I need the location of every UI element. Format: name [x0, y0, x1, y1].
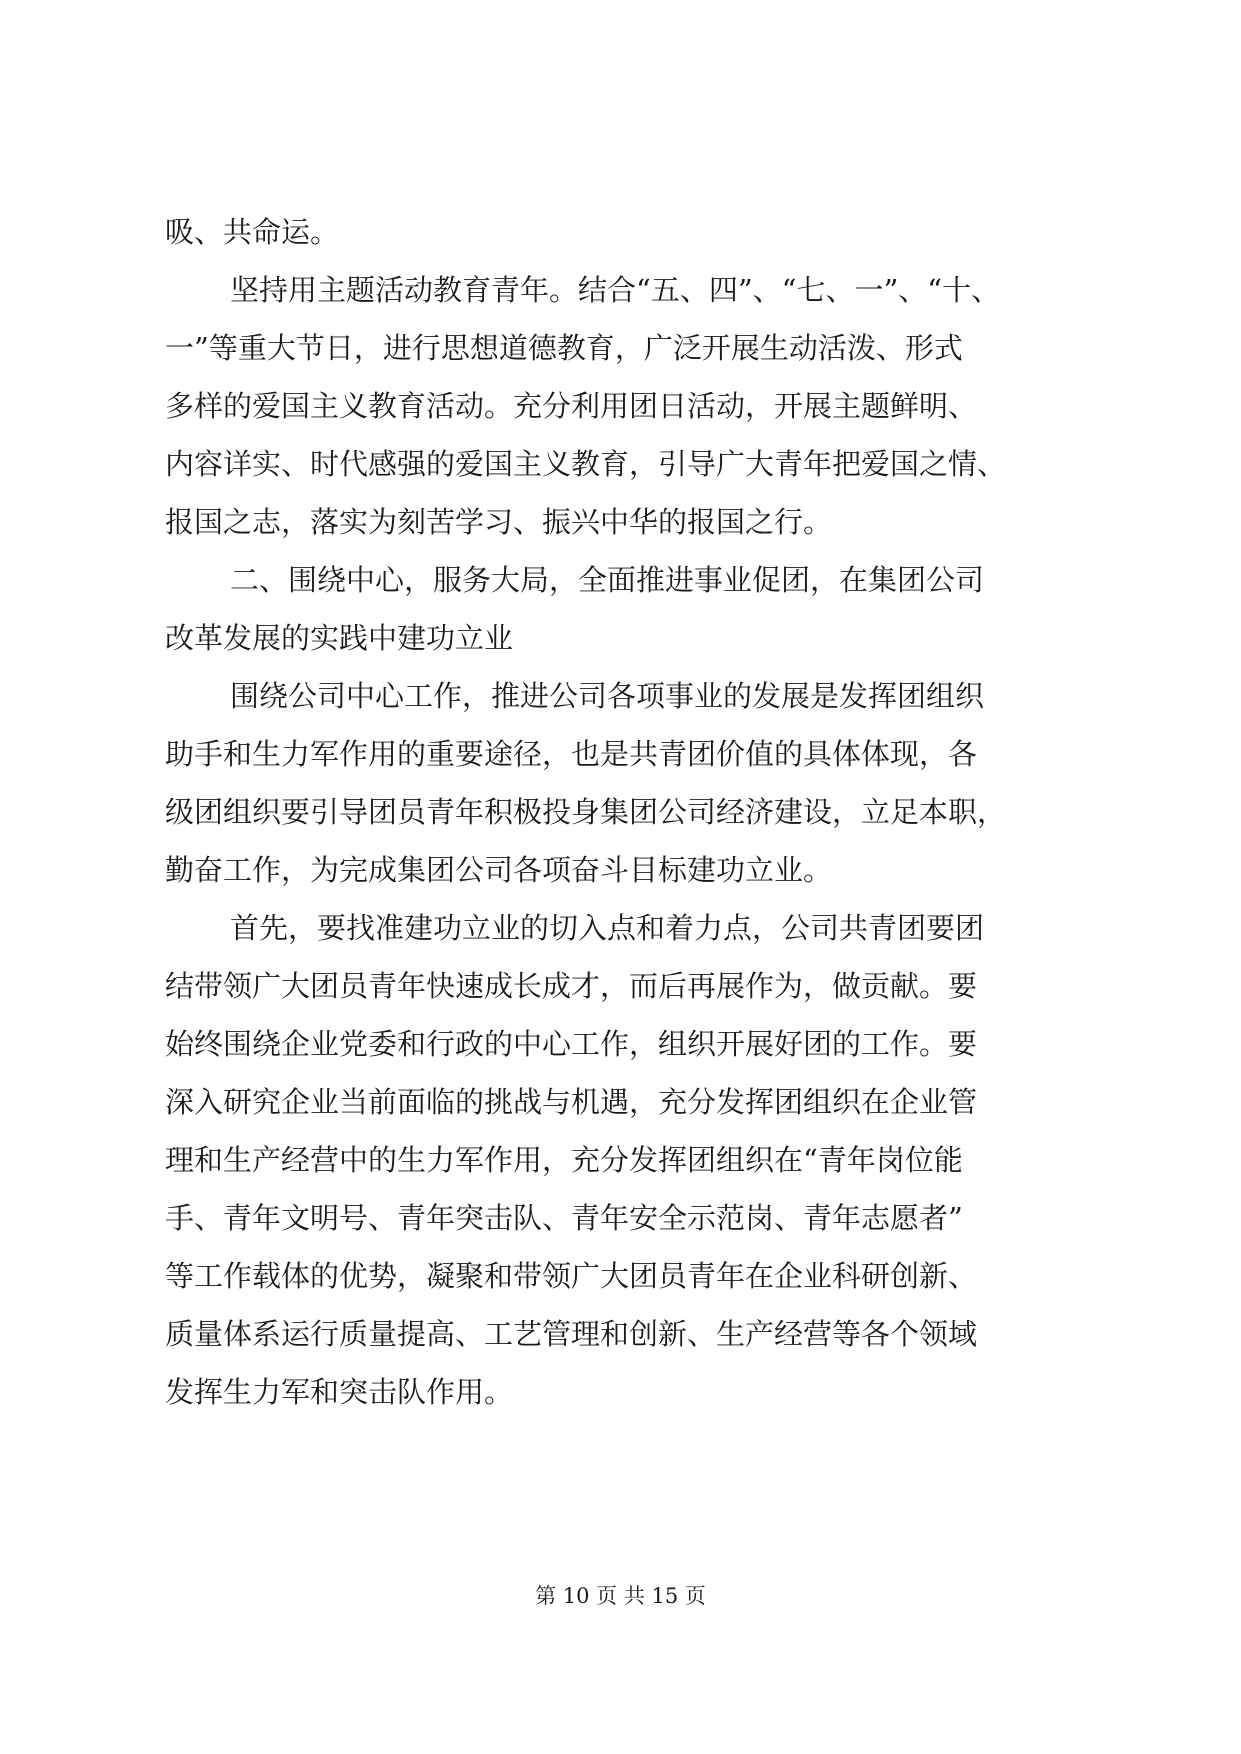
text-line: 内容详实、时代感强的爱国主义教育，引导广大青年把爱国之情、 — [165, 447, 1007, 481]
text-line: 结带领广大团员青年快速成长成才，而后再展作为，做贡献。要 — [165, 969, 978, 1003]
text-line: 围绕公司中心工作，推进公司各项事业的发展是发挥团组织 — [230, 679, 985, 713]
text-line: 始终围绕企业党委和行政的中心工作，组织开展好团的工作。要 — [165, 1027, 978, 1061]
text-line: 深入研究企业当前面临的挑战与机遇，充分发挥团组织在企业管 — [165, 1085, 978, 1119]
text-line: 报国之志，落实为刻苦学习、振兴中华的报国之行。 — [165, 505, 833, 539]
text-line: 坚持用主题活动教育青年。结合“五、四”、“七、一”、“十、 — [230, 273, 1001, 307]
page-number-footer: 第 10 页 共 15 页 — [535, 1584, 706, 1608]
text-line: 发挥生力军和突击队作用。 — [165, 1375, 514, 1409]
text-line: 质量体系运行质量提高、工艺管理和创新、生产经营等各个领域 — [165, 1317, 978, 1351]
text-line: 多样的爱国主义教育活动。充分利用团日活动，开展主题鲜明、 — [165, 389, 978, 423]
text-line: 勤奋工作，为完成集团公司各项奋斗目标建功立业。 — [165, 853, 833, 887]
text-line: 一”等重大节日，进行思想道德教育，广泛开展生动活泼、形式 — [165, 331, 963, 365]
section-heading-line: 改革发展的实践中建功立业 — [165, 621, 514, 655]
section-heading-line: 二、围绕中心，服务大局，全面推进事业促团，在集团公司 — [230, 563, 985, 597]
text-line: 级团组织要引导团员青年积极投身集团公司经济建设，立足本职， — [165, 795, 1007, 829]
text-line: 助手和生力军作用的重要途径，也是共青团价值的具体体现，各 — [165, 737, 978, 771]
text-line: 首先，要找准建功立业的切入点和着力点，公司共青团要团 — [230, 911, 985, 945]
text-line: 理和生产经营中的生力军作用，充分发挥团组织在“青年岗位能 — [165, 1143, 963, 1177]
text-line: 等工作载体的优势，凝聚和带领广大团员青年在企业科研创新、 — [165, 1259, 978, 1293]
text-line: 吸、共命运。 — [165, 215, 340, 249]
text-line: 手、青年文明号、青年突击队、青年安全示范岗、青年志愿者” — [165, 1201, 963, 1235]
